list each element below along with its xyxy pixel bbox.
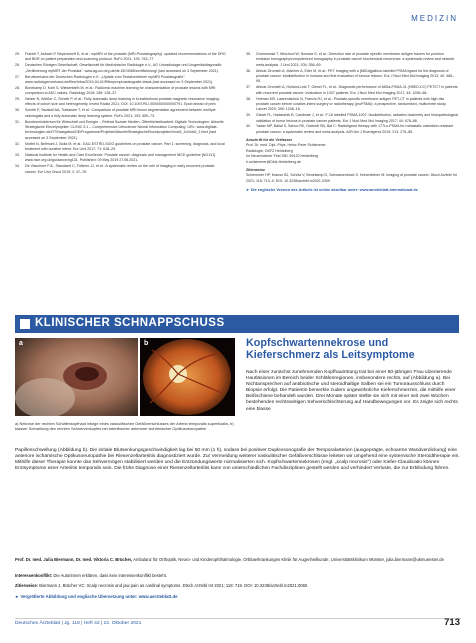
reference-text: Afshar-Oromieh A, Holland-Letz T, Giesel FL, et al.: Diagnostic performance of 68Ga-PSMA-11 (HBED-CC) PET/CT in patients with recurrent prostate cancer: evaluation in 1007 patients. Eur J Nucl Med Mol Imaging 2017; 44: 1258–68. xyxy=(256,85,458,95)
article-body-full: Papillenschwellung (Abbildung b). Die initiale Blutsenkungsgeschwindigkeit lag bei 50 mm (1 h), sodass bei positiver Duplexsonografie der Temporalarterien (ausgeprägte, echoarme Wandverdickung) eine anteriore ischämische Optikusneuropathie bei Riesenzellarteriitis diagnostiziert wurde. Zur Vermeidung weiterer vaskulitischer Gefäßverschlüsse leiteten wir umgehend eine systemische Steroidtherapie ein. Mithilfe dieser Therapie konnte das Sehvermögen stabilisiert werden und die Entzündungswerte normalisierten sich. Kopfschwartennekrosen (engl. „scalp necrosis") oder Kiefer-Claudicatio können Erstsymptome einer Arteriitis temporalis sein. Die frühe Diagnose einer Riesenzellarteriitis kann von unterschiedlichen Fachdisziplinen gestellt werden und verhindert Verluste, die zur Erblindung führen. xyxy=(15,448,460,472)
reference-number: 27. xyxy=(15,74,20,79)
reference-text: Yadav MP, Ballal S, Sahoo RK, Dwivedi SN, Bal C: Radioligand therapy with 177Lu-PSMA for metastatic castration-resistant prostate cancer: a systematic review and meta-analysis. AJR Am J Roentgenol 2019; 213: 275–85. xyxy=(256,124,454,134)
reference-number: 32. xyxy=(15,141,20,146)
address-lines xyxy=(246,143,458,164)
image-label-b: b xyxy=(144,340,149,347)
reference-number: 28. xyxy=(15,85,20,90)
section-banner xyxy=(15,315,459,333)
conflict-label: Interessenkonflikt: xyxy=(15,573,53,578)
reference-text: National Institute for Health and Care Excellence: Prostate cancer: diagnosis and management NICE guideline [NG131]. www.nice.org.uk/guidance/ng131. Published: 09 May 2019 27.06.2021. xyxy=(25,152,217,163)
reference-item xyxy=(246,113,458,124)
reference-item xyxy=(246,124,458,135)
page-number: 713 xyxy=(444,617,460,628)
reference-number: 25. xyxy=(15,52,20,56)
banner-title: KLINISCHER SCHNAPPSCHUSS xyxy=(35,317,225,329)
address-line: h.schlemmer@Dkfz-Heidelberg.de xyxy=(246,159,301,164)
reference-item xyxy=(15,108,227,119)
conflict-of-interest xyxy=(15,573,461,578)
scalp-photo-image xyxy=(15,338,138,416)
reference-number: 29. xyxy=(15,97,20,102)
address-line: Prof. Dr. med. Dipl.-Phys. Heinz-Peter Schlemmer xyxy=(246,143,326,148)
reference-number: 30. xyxy=(15,108,20,113)
footer-divider xyxy=(15,618,461,619)
snapshot-citation-text: Biermann J, Brücher VC: Scalp necrosis and jaw pain as cardinal symptoms. Dtsch Arztebl Int 2021; 118: 719. DOI: 10.3238/arztebl.m2021.0065 xyxy=(39,583,308,588)
reference-number: 31. xyxy=(15,119,20,124)
reference-number: 34. xyxy=(15,164,20,169)
reference-item xyxy=(15,52,227,63)
reference-number: 38. xyxy=(246,96,251,101)
reference-item xyxy=(15,63,227,74)
reference-text: Bonekamp D, Kohl S, Wiesenfarth M, et al.: Radiomic machine learning for characterization of prostate lesions with MRI: comparison to ADC values. Radiology 2018; 289: 128–37. xyxy=(25,85,217,96)
reference-item xyxy=(246,52,458,68)
page-header xyxy=(0,0,476,32)
reference-text: Netzer N, Weißer C, Schelb P, et al.: Fully automatic deep learning in bi-institutional prostate magnetic resonance imaging: effects of cohort size and heterogeneity. Invest Radiol 2021; DOI: 10.1097/RLI.0000000000000791. Epub ahead of print. xyxy=(25,97,220,107)
journal-footer: Deutsches Ärzteblatt | Jg. 118 | Heft 42 | 22. Oktober 2021 xyxy=(15,621,142,626)
reference-text: Hofman MS, Lawrentschuk N, Francis RJ, et al.: Prostate-specific membrane antigen PET-CT in patients with high-risk prostate cancer before curative-intent surgery or radiotherapy (proPSMA): a prospective, randomised, multicentre study. Lancet 2020; 395: 1208–16. xyxy=(256,96,447,112)
reference-item xyxy=(15,142,227,153)
figure-caption: a) Nekrose der rechten Schläfenkopfhaut infolge eines vaskulitischen Gefäßverschlusses der Arteria temporalis superficialis, b) blasser Schwellung des rechten Sehnervenkopfes bei arteriitischer anteriorer ischämischer Optikusneuropathie xyxy=(15,421,234,432)
address-line: Radiologie, DKFZ Heidelberg xyxy=(246,148,293,153)
fundus-photo-image xyxy=(140,338,235,416)
reference-text: Afshar-Oromieh A, Malcher A, Eder M, et al.: PET imaging with a [68Ga]gallium-labelled PSMA ligand for the diagnosis of prostate cancer: biodistribution in humans and first evaluation of tumour lesions. Eur J Nucl Med Mol Imaging 2013; 40: 486–95. xyxy=(256,68,455,84)
reference-number: 36. xyxy=(246,68,251,73)
reference-item xyxy=(246,85,458,96)
reference-text: De Visschere PJL, Standaert C, Fütterer JJ, et al.: A systematic review on the role of imaging in early recurrent prostate cancer. Eur Urol Oncol 2019; 2: 47–76. xyxy=(25,164,215,174)
author-names: Prof. Dr. med. Julia Biermann, Dr. med. Viktoria C. Brücher, xyxy=(15,557,133,562)
banner-square-icon xyxy=(20,319,30,329)
reference-text: Franiel T, Asbach P, Beyersdorff D, et al.: mpMRI of the prostate (MRI-Prostatography): updated recommendations of the DRG and BDR on patient preparation and scanning protocol. RoFo 2021; 193: 763–77. xyxy=(25,52,226,62)
reference-item xyxy=(246,69,458,85)
reference-text: Mottet N, Bellmunt J, Bolla M, et al.: EAU-ESTRO-SIOG guidelines on prostate cancer. Part 1: screening, diagnosis, and local treatment with curative intent. Eur Urol 2017; 71: 618–29. xyxy=(25,141,225,151)
article-body-right: Nach einer zunächst zunehmenden Kopfhautrötung trat bei einer 80-jährigen Frau ulzerierende Hautläsionen im Bereich beider Schläfenregionen, insbesondere rechts, auf (Abbildung a). Bei Nichtansprechen auf antibiotische und steroidhaltige Salben sei ein Tumorausschluss durch Biopsie erfolgt. Die Patientin bemerkte zudem ungewöhnliche Kieferschmerzen, die mithilfe einer Beißschiene behandelt wurden. Drei Monate später stellte sie sich mit einer seit zwei Wochen bestehenden rechtsseitigen Sehverschlechterung auf Handbewegungen vor. Es zeigte sich rechts eine blasse xyxy=(246,370,458,412)
reference-number: 40. xyxy=(246,124,251,129)
references-right-column xyxy=(246,52,458,193)
reference-number: 26. xyxy=(15,63,20,68)
snapshot-citation-label: Zitierweise: xyxy=(15,583,39,588)
reference-number: 35. xyxy=(246,52,251,56)
reference-number: 33. xyxy=(15,152,20,157)
address-heading: Anschrift für die Verfasser xyxy=(246,138,293,143)
image-label-a: a xyxy=(19,340,23,347)
author-affiliation: Ambulanz für Orthoptik, Neuro- und Kinderophthalmologie, Orbitaerkrankungen Klinik für Augenheilkunde, Universitätsklinikum Münster, julia.biermann@ukmuenster.de xyxy=(133,557,444,562)
reference-number: 37. xyxy=(246,85,251,90)
citation-block xyxy=(246,168,458,184)
reference-text: Gruenewald T, Minchoni W, Nowara G, et al.: Detection rate of prostate specific membrane antigen tracers for positron emission tomography/computerized tomography in prostate cancer biochemical recurrence: a systematic review and network meta-analysis. J Urol 2021; 205: 356–69. xyxy=(256,52,455,67)
citation-heading: Zitierweise xyxy=(246,167,266,172)
clinical-photo-a xyxy=(15,338,138,416)
references-left-column xyxy=(15,52,227,176)
reference-text: Berufsverband der Deutschen Radiologen e.V.: „Update zum Testatverfahren mpMRI Prostatografie". www.radiologenverband.de/files/Infos/2019-04-01/Rfkmprmprostatografie-testat (last accessed on 3 September 2021). xyxy=(25,74,214,84)
reference-item xyxy=(246,97,458,113)
reference-text: Bundesministerium für Wirtschaft und Energie – Referat Soziale Medien, Öffentlichkeitsarbeit: Digitale Technologien: Aktuelle Strategische Einzelprojekte: CLINIC 5.1 – Comprehensive Lifescience Neural Information Computing. URL: www.digitale-technologien.de/DT/Navigation/DE/Programme/Projekte/AktuelleStrategischeEinzelprojekte/clinic5_1/clinic5_1.html (last accessed on 3 September 2021). xyxy=(25,119,224,140)
author-address xyxy=(246,138,458,165)
clinical-photo-b xyxy=(140,338,235,416)
enlarged-figure-link[interactable]: ► Vergrößerte Abbildung und englische Übersetzung unter: www.aerzteblatt.de xyxy=(15,594,178,599)
reference-text: Deutsches Röntgen Gesellschaft, Gesellschaft für Medizinische Radiologie e.V., AG Uroradiologie und Urogenitaldiagnostik: „Zertifizierung mpMRT der Prostata". www.ag-uro.drg.de/de-DE/4085/zertifizierung/ (last accessed on 3 September 2021). xyxy=(25,63,223,73)
reference-item xyxy=(15,164,227,175)
reference-item xyxy=(15,120,227,141)
reference-item xyxy=(15,86,227,97)
section-rubric: MEDIZIN xyxy=(411,14,458,23)
english-version-link[interactable]: ► Die englische Version des Artikels ist online abrufbar unter: www.aerzteblatt-international.de xyxy=(246,187,418,192)
references-right-list xyxy=(246,52,458,135)
address-line: Im Neuenheimer Feld 280, 69120 Heidelberg xyxy=(246,154,318,159)
reference-item xyxy=(15,97,227,108)
citation-text: Schlemmer HP, Krause BJ, Schütz V, Bonekamp D, Schwarzenböck S, Hohenfellner M: Imaging of prostate cancer. Dtsch Arztebl Int 2021; 118: 713–9. DOI: 10.3238/arztebl.m2021.0309 xyxy=(246,173,457,183)
reference-item xyxy=(15,75,227,86)
reference-number: 39. xyxy=(246,113,251,118)
conflict-text: Die Autorinnen erklären, dass kein Interessenkonflikt besteht. xyxy=(53,573,167,578)
article-title: Kopfschwartennekrose und Kieferschmerz als Leitsymptome xyxy=(246,337,415,361)
reference-text: Schelb P, Tavakoli AA, Tubtawee T, et al.: Comparison of prostate MRI lesion segmentation agreement between multiple radiologists and a fully automatic deep learning system. RoFo 2021; 193: 559–73. xyxy=(25,108,216,118)
reference-item xyxy=(15,153,227,164)
snapshot-citation xyxy=(15,583,461,588)
article-authors xyxy=(15,557,461,562)
reference-text: Giesel FL, Hadaschik B, Cardinale J, et al.: F-18 labelled PSMA-1007: biodistribution, radiation dosimetry and histopathological validation of tumor lesions in prostate cancer patients. Eur J Nucl Med Mol Imaging 2017; 44: 678–88. xyxy=(256,113,458,123)
